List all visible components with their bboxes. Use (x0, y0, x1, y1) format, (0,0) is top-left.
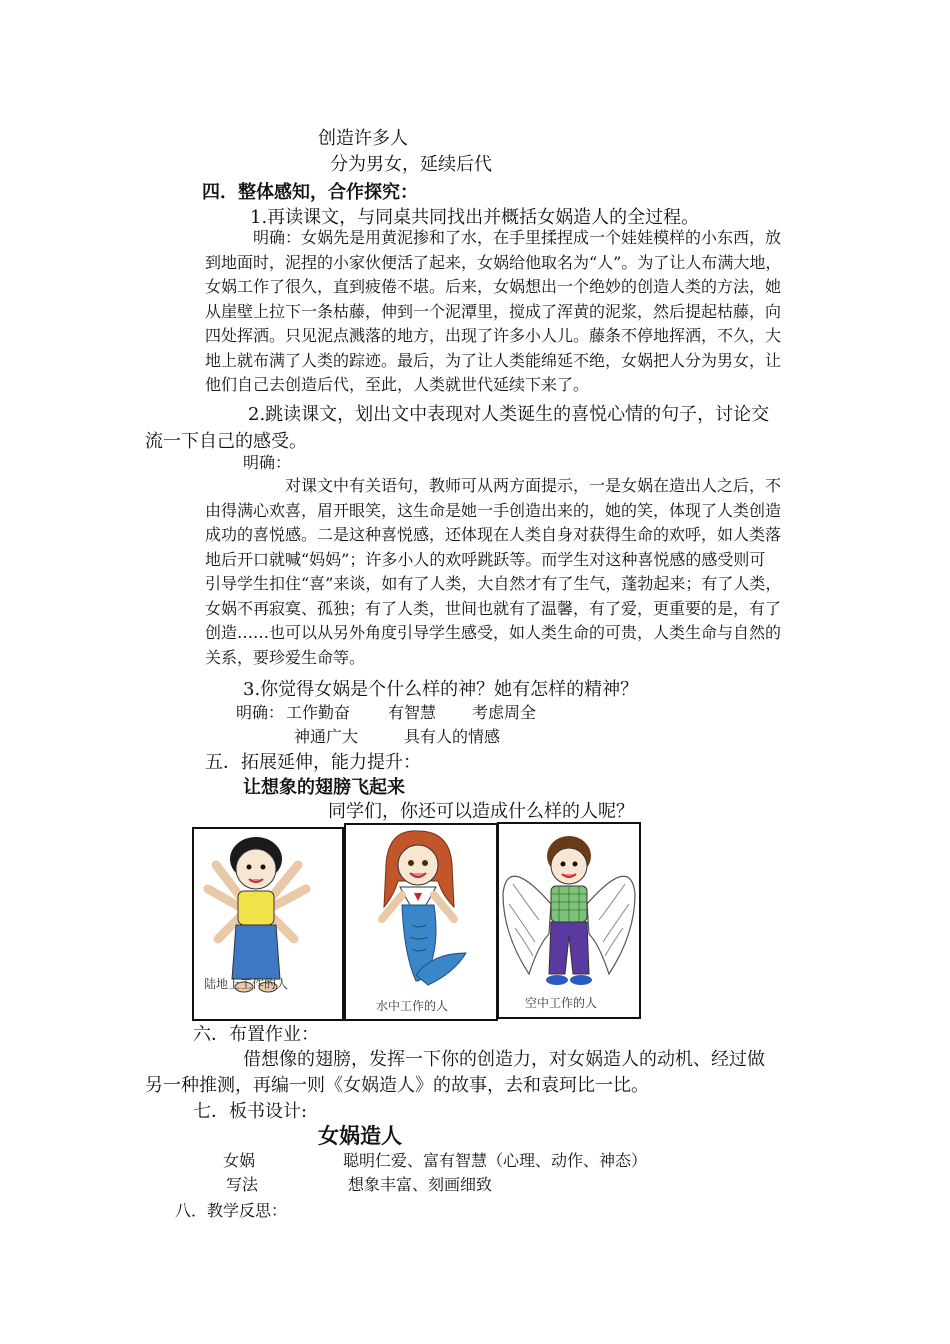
answer-1-line: 他们自己去创造后代，至此，人类就世代延续下来了。 (205, 375, 590, 394)
top-line-1: 创造许多人 (318, 128, 408, 149)
drawing-land-worker (192, 827, 344, 1021)
answer-2-line: 女娲不再寂寞、孤独；有了人类，世间也就有了温馨，有了爱，更重要的是，有了 (205, 598, 782, 618)
answer-1-line: 地上就布满了人类的踪迹。最后，为了让人类能绵延不绝，女娲把人分为男女，让 (205, 350, 782, 370)
section8-heading: 八．教学反思： (175, 1201, 288, 1220)
drawing-water-worker (344, 823, 498, 1021)
answer-1-line: 女娲工作了很久，直到疲倦不堪。后来，女娲想出一个绝妙的创造人类的方法，她 (205, 277, 782, 296)
answer-2-line: 引导学生扣住“喜”来谈，如有了人类，大自然才有了生气，蓬勃起来；有了人类， (205, 574, 782, 593)
answer-1-line: 从崖壁上拉下一条枯藤，伸到一个泥潭里，搅成了浑黄的泥浆，然后提起枯藤，向 (205, 301, 782, 321)
top-line-2: 分为男女，延续后代 (330, 154, 492, 175)
section4-answer-1 (205, 226, 825, 398)
section4-question-1: 1.再读课文，与同桌共同找出并概括女娲造人的全过程。 (250, 207, 700, 228)
trait-item: 考虑周全 (472, 703, 537, 722)
board-row-2-value: 想象丰富、刻画细致 (348, 1175, 493, 1194)
section6-line-2: 另一种推测，再编一则《女娲造人》的故事，去和袁珂比一比。 (145, 1075, 649, 1096)
section4-answer-3-label: 明确： (236, 703, 285, 722)
section5-subtitle: 让想象的翅膀飞起来 (243, 777, 405, 798)
section6-line-1: 借想像的翅膀，发挥一下你的创造力，对女娲造人的动机、经过做 (243, 1049, 765, 1070)
answer-2-line: 对课文中有关语句，教师可从两方面提示，一是女娲在造出人之后，不 (285, 476, 782, 495)
answer-1-line: 到地面时，泥捏的小家伙便活了起来，女娲给他取名为“人”。为了让人布满大地， (205, 252, 782, 272)
trait-item: 具有人的情感 (404, 727, 501, 746)
answer-2-line: 关系，要珍爱生命等。 (205, 647, 366, 667)
answer-2-line: 成功的喜悦感。二是这种喜悦感，还体现在人类自身对获得生命的欢呼，如人类落 (205, 525, 782, 544)
drawing-caption: 水中工作的人 (376, 999, 449, 1013)
drawing-caption: 空中工作的人 (525, 996, 598, 1010)
winged-boy-drawing-icon (499, 824, 639, 1017)
trait-item: 工作勤奋 (286, 703, 351, 722)
answer-1-line: 四处挥洒。只见泥点溅落的地方，出现了许多小人儿。藤条不停地挥洒，不久，大 (205, 326, 782, 345)
answer-2-line: 创造……也可以从另外角度引导学生感受，如人类生命的可贵，人类生命与自然的 (205, 623, 782, 642)
board-row-1-value: 聪明仁爱、富有智慧（心理、动作、神态） (343, 1151, 648, 1170)
board-row-2-label: 写法 (226, 1175, 259, 1194)
drawing-sky-worker (497, 822, 641, 1019)
drawing-caption: 陆地上工作的人 (204, 977, 289, 991)
section4-question-3: 3.你觉得女娲是个什么样的神？她有怎样的精神？ (243, 679, 639, 700)
section5-prompt: 同学们，你还可以造成什么样的人呢？ (328, 801, 634, 822)
section4-question-2-line2: 流一下自己的感受。 (145, 431, 307, 452)
section4-answer-2 (205, 474, 825, 670)
answer-1-line: 明确：女娲先是用黄泥掺和了水，在手里揉捏成一个娃娃模样的小东西，放 (253, 228, 782, 247)
section4-answer-2-label: 明确： (243, 453, 292, 472)
section5-heading: 五．拓展延伸，能力提升： (205, 752, 421, 773)
board-row-1-label: 女娲 (223, 1151, 256, 1170)
board-title: 女娲造人 (318, 1124, 402, 1148)
section4-heading: 四．整体感知，合作探究： (202, 182, 418, 203)
section6-heading: 六．布置作业： (193, 1024, 319, 1045)
section4-question-2-line1: 2.跳读课文，划出文中表现对人类诞生的喜悦心情的句子，讨论交 (248, 404, 770, 425)
answer-2-line: 地后开口就喊“妈妈”；许多小人的欢呼跳跃等。而学生对这种喜悦感的感受则可 (205, 549, 766, 569)
answer-2-line: 由得满心欢喜，眉开眼笑，这生命是她一手创造出来的，她的笑，体现了人类创造 (205, 500, 782, 520)
trait-item: 有智慧 (388, 703, 437, 722)
mermaid-drawing-icon (346, 825, 496, 1019)
section7-heading: 七．板书设计: (193, 1101, 308, 1122)
trait-item: 神通广大 (294, 727, 359, 746)
